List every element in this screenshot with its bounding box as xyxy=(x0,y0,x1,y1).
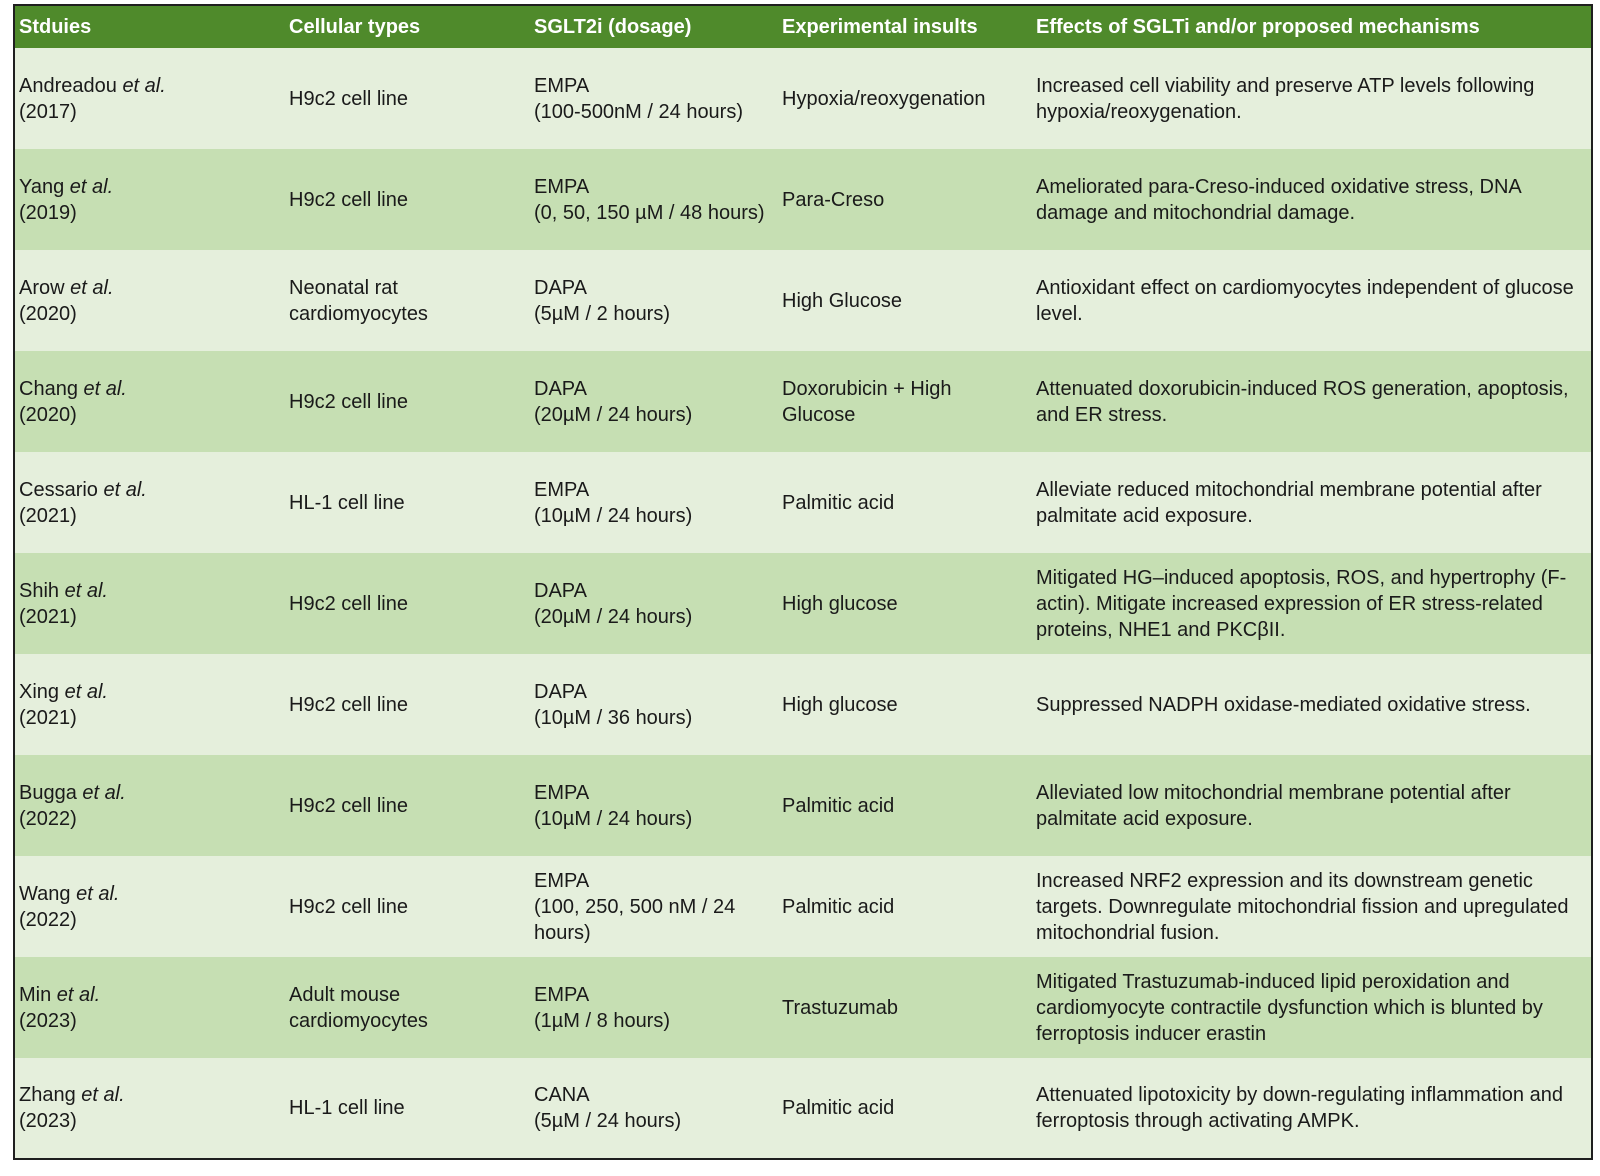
effect-cell xyxy=(1032,654,1591,755)
study-citation xyxy=(19,477,147,529)
table-grid xyxy=(15,6,1591,1158)
dosage-cell xyxy=(530,250,778,351)
study-cell xyxy=(15,48,285,149)
drug-dosage xyxy=(534,982,670,1034)
dosage-value: (20µM / 24 hours) xyxy=(534,403,693,426)
drug-name: EMPA xyxy=(534,781,590,804)
study-year: (2021) xyxy=(19,706,77,729)
study-year: (2021) xyxy=(19,605,77,628)
study-year: (2021) xyxy=(19,504,77,527)
study-etal: et al. xyxy=(64,579,108,602)
effect-text: Attenuated lipotoxicity by down-regulating inflammation and ferroptosis through activating AMPK. xyxy=(1036,1084,1563,1132)
drug-dosage xyxy=(534,477,692,529)
effect-text: Suppressed NADPH oxidase-mediated oxidative stress. xyxy=(1036,693,1531,716)
insult-cell xyxy=(778,48,1032,149)
dosage-value: (100, 250, 500 nM / 24 hours) xyxy=(534,895,736,944)
study-citation xyxy=(19,275,114,327)
drug-dosage xyxy=(534,679,692,731)
drug-name: EMPA xyxy=(534,175,590,198)
insult-cell xyxy=(778,755,1032,856)
study-etal: et al. xyxy=(76,882,120,905)
study-etal: et al. xyxy=(83,377,127,400)
dosage-value: (10µM / 24 hours) xyxy=(534,504,693,527)
drug-dosage xyxy=(534,275,670,327)
drug-name: DAPA xyxy=(534,579,587,602)
dosage-value: (10µM / 36 hours) xyxy=(534,706,693,729)
cell-type: Adult mouse cardiomyocytes xyxy=(289,983,428,1032)
cell-type: H9c2 cell line xyxy=(289,390,408,413)
study-etal: et al. xyxy=(103,478,147,501)
effect-cell xyxy=(1032,856,1591,957)
cell-type: HL-1 cell line xyxy=(289,491,405,514)
drug-name: DAPA xyxy=(534,377,587,400)
dosage-value: (5µM / 2 hours) xyxy=(534,302,671,325)
drug-name: EMPA xyxy=(534,983,590,1006)
cell-type-cell xyxy=(285,351,530,452)
cell-type-cell xyxy=(285,250,530,351)
cell-type-cell xyxy=(285,755,530,856)
study-author: Yang xyxy=(19,175,65,198)
study-citation xyxy=(19,1082,125,1134)
effect-cell xyxy=(1032,48,1591,149)
dosage-cell xyxy=(530,856,778,957)
study-cell xyxy=(15,452,285,553)
cell-type: H9c2 cell line xyxy=(289,693,408,716)
study-cell xyxy=(15,654,285,755)
dosage-cell xyxy=(530,149,778,250)
study-author: Cessario xyxy=(19,478,98,501)
drug-name: EMPA xyxy=(534,869,590,892)
header-sglt2i-dosage: SGLT2i (dosage) xyxy=(530,6,778,48)
dosage-cell xyxy=(530,48,778,149)
cell-type: H9c2 cell line xyxy=(289,794,408,817)
cell-type: H9c2 cell line xyxy=(289,188,408,211)
study-author: Arow xyxy=(19,276,65,299)
study-citation xyxy=(19,881,119,933)
drug-dosage xyxy=(534,578,692,630)
effect-text: Increased cell viability and preserve ATP levels following hypoxia/reoxygenation. xyxy=(1036,74,1535,123)
effect-cell xyxy=(1032,250,1591,351)
effect-text: Alleviated low mitochondrial membrane potential after palmitate acid exposure. xyxy=(1036,781,1511,830)
experimental-insult: High glucose xyxy=(782,592,898,615)
study-author: Xing xyxy=(19,680,60,703)
insult-cell xyxy=(778,351,1032,452)
study-year: (2019) xyxy=(19,201,77,224)
study-citation xyxy=(19,679,108,731)
study-author: Zhang xyxy=(19,1084,76,1106)
study-cell xyxy=(15,149,285,250)
cell-type-cell xyxy=(285,48,530,149)
study-etal: et al. xyxy=(64,680,108,703)
study-year: (2022) xyxy=(19,908,77,931)
experimental-insult: Trastuzumab xyxy=(782,996,898,1019)
drug-dosage xyxy=(534,73,743,125)
study-year: (2020) xyxy=(19,403,77,426)
study-year: (2020) xyxy=(19,302,77,325)
drug-name: DAPA xyxy=(534,680,587,703)
effect-cell xyxy=(1032,755,1591,856)
study-author: Wang xyxy=(19,882,71,905)
study-cell xyxy=(15,553,285,654)
header-experimental-insults: Experimental insults xyxy=(778,6,1032,48)
effect-text: Mitigated HG–induced apoptosis, ROS, and hypertrophy (F-actin). Mitigate increased expression of ER stress-related proteins, NHE1 and PKCβII. xyxy=(1036,566,1567,641)
study-etal: et al. xyxy=(69,175,114,198)
drug-dosage xyxy=(534,868,774,946)
study-cell xyxy=(15,351,285,452)
dosage-cell xyxy=(530,351,778,452)
experimental-insult: Palmitic acid xyxy=(782,491,895,514)
cell-type: Neonatal rat cardiomyocytes xyxy=(289,276,428,325)
experimental-insult: Hypoxia/reoxygenation xyxy=(782,87,986,110)
insult-cell xyxy=(778,654,1032,755)
effect-text: Ameliorated para-Creso-induced oxidative stress, DNA damage and mitochondrial damage. xyxy=(1036,175,1521,224)
cell-type: H9c2 cell line xyxy=(289,895,408,918)
study-author: Chang xyxy=(19,377,78,400)
study-cell xyxy=(15,755,285,856)
study-author: Bugga xyxy=(19,781,77,804)
effect-cell xyxy=(1032,957,1591,1058)
dosage-cell xyxy=(530,755,778,856)
cell-type-cell xyxy=(285,957,530,1058)
dosage-value: (5µM / 24 hours) xyxy=(534,1110,682,1132)
studies-table xyxy=(13,4,1593,1160)
experimental-insult: Palmitic acid xyxy=(782,794,895,817)
effect-text: Mitigated Trastuzumab-induced lipid peroxidation and cardiomyocyte contractile dysfunction which is blunted by ferroptosis inducer erastin xyxy=(1036,970,1543,1045)
study-etal: et al. xyxy=(81,1084,125,1106)
study-year: (2023) xyxy=(19,1110,77,1132)
dosage-value: (0, 50, 150 µM / 48 hours) xyxy=(534,201,765,224)
experimental-insult: Para-Creso xyxy=(782,188,885,211)
study-etal: et al. xyxy=(122,74,166,97)
cell-type-cell xyxy=(285,452,530,553)
dosage-cell xyxy=(530,957,778,1058)
study-cell xyxy=(15,856,285,957)
study-year: (2022) xyxy=(19,807,77,830)
dosage-value: (1µM / 8 hours) xyxy=(534,1009,671,1032)
effect-text: Alleviate reduced mitochondrial membrane potential after palmitate acid exposure. xyxy=(1036,478,1542,527)
study-year: (2017) xyxy=(19,100,77,123)
study-citation xyxy=(19,73,166,125)
drug-name: CANA xyxy=(534,1084,590,1106)
study-author: Andreadou xyxy=(19,74,117,97)
cell-type: H9c2 cell line xyxy=(289,592,408,615)
drug-name: DAPA xyxy=(534,276,587,299)
cell-type-cell xyxy=(285,654,530,755)
study-citation xyxy=(19,780,126,832)
study-cell xyxy=(15,957,285,1058)
insult-cell xyxy=(778,250,1032,351)
dosage-cell xyxy=(530,452,778,553)
study-etal: et al. xyxy=(70,276,114,299)
study-author: Shih xyxy=(19,579,60,602)
cell-type-cell xyxy=(285,1058,530,1158)
effect-cell xyxy=(1032,1058,1591,1158)
insult-cell xyxy=(778,553,1032,654)
study-cell xyxy=(15,1058,285,1158)
dosage-value: (100-500nM / 24 hours) xyxy=(534,100,744,123)
experimental-insult: Palmitic acid xyxy=(782,895,895,918)
effect-cell xyxy=(1032,553,1591,654)
header-effects: Effects of SGLTi and/or proposed mechanisms xyxy=(1032,6,1591,48)
cell-type: HL-1 cell line xyxy=(289,1097,405,1119)
cell-type: H9c2 cell line xyxy=(289,87,408,110)
drug-dosage xyxy=(534,376,692,428)
study-citation xyxy=(19,578,108,630)
drug-dosage xyxy=(534,1082,681,1134)
effect-text: Attenuated doxorubicin-induced ROS generation, apoptosis, and ER stress. xyxy=(1036,377,1569,426)
dosage-value: (10µM / 24 hours) xyxy=(534,807,693,830)
dosage-value: (20µM / 24 hours) xyxy=(534,605,693,628)
study-author: Min xyxy=(19,983,52,1006)
effect-text: Antioxidant effect on cardiomyocytes independent of glucose level. xyxy=(1036,276,1574,325)
effect-cell xyxy=(1032,351,1591,452)
header-studies: Stduies xyxy=(15,6,285,48)
experimental-insult: Palmitic acid xyxy=(782,1097,895,1119)
insult-cell xyxy=(778,856,1032,957)
study-citation xyxy=(19,174,113,226)
study-etal: et al. xyxy=(82,781,126,804)
insult-cell xyxy=(778,957,1032,1058)
effect-cell xyxy=(1032,149,1591,250)
drug-name: EMPA xyxy=(534,478,590,501)
insult-cell xyxy=(778,149,1032,250)
cell-type-cell xyxy=(285,553,530,654)
study-cell xyxy=(15,250,285,351)
study-citation xyxy=(19,982,100,1034)
experimental-insult: Doxorubicin + High Glucose xyxy=(782,377,952,426)
dosage-cell xyxy=(530,654,778,755)
study-etal: et al. xyxy=(56,983,101,1006)
effect-cell xyxy=(1032,452,1591,553)
experimental-insult: High glucose xyxy=(782,693,898,716)
cell-type-cell xyxy=(285,149,530,250)
drug-dosage xyxy=(534,174,765,226)
study-year: (2023) xyxy=(19,1009,77,1032)
drug-name: EMPA xyxy=(534,74,590,97)
cell-type-cell xyxy=(285,856,530,957)
dosage-cell xyxy=(530,1058,778,1158)
insult-cell xyxy=(778,1058,1032,1158)
experimental-insult: High Glucose xyxy=(782,289,903,312)
header-cellular-types: Cellular types xyxy=(285,6,530,48)
insult-cell xyxy=(778,452,1032,553)
dosage-cell xyxy=(530,553,778,654)
study-citation xyxy=(19,376,127,428)
drug-dosage xyxy=(534,780,692,832)
effect-text: Increased NRF2 expression and its downstream genetic targets. Downregulate mitochondrial fission and upregulated mitochondrial fusion. xyxy=(1036,869,1569,944)
